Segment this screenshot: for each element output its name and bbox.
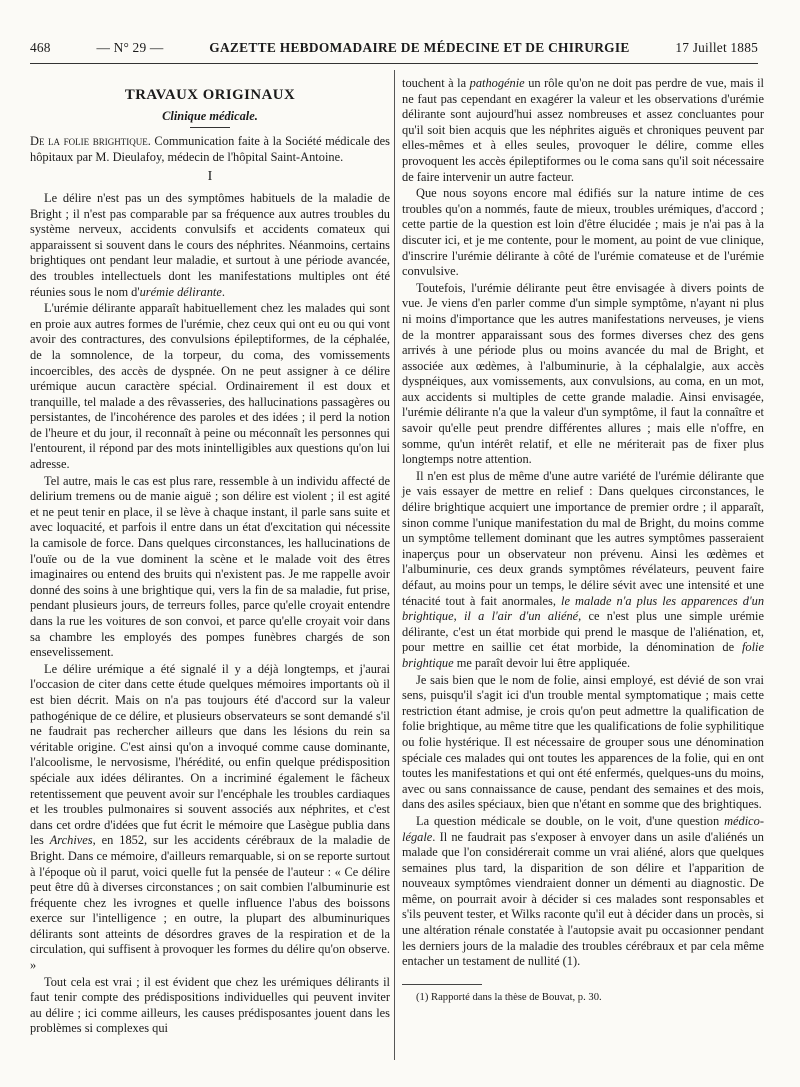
italic-text: urémie délirante [139, 284, 222, 299]
issue-number: — N° 29 — [96, 40, 164, 55]
paragraph-text: Je sais bien que le nom de folie, ainsi employé, est dévié de son vrai sens, puisqu'il s'agit ici d'un trouble mental symptomatique ; mais cette restriction étant admise, je crois qu'on peut admettre la qualification de folie brightique, au même titre que les qualifications de folie syphilitique ou folie hystérique. Il est nécessaire de grouper sous une dénomination spéciale ces malades qui ont toutes les apparences de la folie, qui en ont toutes les manifestations et qui ont été enfermés, quelques-uns du moins, avec ou sans connaissance de cause, pendant des semaines et des mois, dans des asiles spéciaux, bien que n'étant en somme que des brightiques. [402, 672, 764, 812]
footnote-rule [402, 984, 482, 985]
paragraph-text: Que nous soyons encore mal édifiés sur la nature intime de ces troubles qu'on a nommés, faute de mieux, troubles urémiques, d'accord ; cette partie de la question est loin d'être élucidée ; mais je n'ai pas à la discuter ici, et je me contente, pour le moment, au point de vue clinique, d'inscrire l'urémie délirante à côté de l'urémie comateuse et de l'urémie convulsive. [402, 186, 764, 279]
paragraph [30, 191, 390, 300]
column-rule [394, 70, 395, 1060]
paragraph-text: Il n'en est plus de même d'une autre variété de l'urémie délirante que je vais essayer de mettre en relief : Dans quelques circonstances, le délire brightique acquiert une importance de premier ordre ; il apparaît, sinon comme l'unique manifestation du mal de Bright, du moins comme un symptôme tellement dominant que les autres symptômes passeraient inaperçus pour un observateur non prévenu. Ainsi les œdèmes et l'albuminurie, ces deux grands symptômes révélateurs, peuvent faire défaut, au moins pour un temps, le délire sévit avec une intensité et une ténacité tout à fait anormales, [402, 468, 764, 608]
paragraph-text: Tel autre, mais le cas est plus rare, ressemble à un individu affecté de delirium tremens ou de manie aiguë ; son délire est violent ; il est agité et ne peut tenir en place, il se lève à chaque instant, il parle sans suite et avec loquacité, et parfois il entre dans un état d'excitation qui nécessite la camisole de force. Dans quelques circonstances, les hallucinations de l'ouïe ou de la vue dominent la scène et le malade voit des êtres imaginaires ou entend des bruits qui n'existent pas. Je me rappelle avoir donné des soins à une brightique qui, vers la fin de sa maladie, fut prise, pendant plusieurs jours, de terreurs folles, parce qu'elle croyait entendre dans la rue les voitures de son convoi, et parce qu'elle croyait voir dans sa chambre les employés des pompes funèbres chargés de son ensevelissement. [30, 473, 390, 660]
issue-date: 17 Juillet 1885 [675, 40, 758, 55]
section-subtitle: Clinique médicale. [162, 108, 258, 123]
paragraph-text: touchent à la [402, 76, 470, 90]
italic-text: le malade n'a plus les apparences d'un brightique, il a l'air d'un aliéné [402, 593, 765, 624]
right-column [402, 76, 764, 1004]
article-byline: Communication faite à la Société médicale des hôpitaux par M. Dieulafoy, médecin de l'hôpital Saint-Antoine. [30, 134, 390, 164]
paragraph-text: Toutefois, l'urémie délirante peut être envisagée à divers points de vue. Je viens d'en parler comme d'un simple symptôme, n'ayant ni plus ni moins d'importance que les autres manifestations nerveuses, je viens de la montrer apparaissant sous des formes diverses chez des gens arrivés à une période plus ou moins avancée du mal de Bright, et associée aux œdèmes, à l'albuminurie, à la céphalalgie, aux accès dyspnéiques, aux vomissements, aux convulsions, au coma, en un mot, aux accidents si multiples de cette grande maladie. Ainsi envisagée, l'urémie délirante n'a que la valeur d'un symptôme, il faut la connaître et savoir qu'elle peut prendre différentes allures ; mais elle n'offre, en somme, qu'un intérêt relatif, et elle ne mériterait pas de fixer plus longtemps notre attention. [402, 280, 764, 467]
paragraph-text: , ce n'est plus une simple urémie délirante, c'est un état morbide qui prend le masque de l'aliénation, et, pour mettre en saillie cet état morbide, la dénomination de [402, 609, 764, 655]
left-body [30, 191, 390, 1037]
italic-text: médico-légale [402, 813, 764, 844]
paragraph [402, 673, 764, 813]
page-number: 468 [30, 40, 51, 55]
paragraph-text: Le délire urémique a été signalé il y a déjà longtemps, et j'aurai l'occasion de citer dans cette étude quelques mémoires importants où il est bien décrit. Mais on n'a pas toujours été d'accord sur la valeur pathogénique de ce délire, et plusieurs observateurs se sont demandé s'il ne faudrait pas rechercher ailleurs que dans les lésions du rein sa véritable origine. C'est ainsi qu'on a invoqué comme cause dominante, l'alcoolisme, le nervosisme, l'hérédité, ou enfin quelque prédisposition spéciale aux idées délirantes. On a incriminé également le fâcheux retentissement que peuvent avoir sur l'encéphale les troubles cardiaques et les troubles pulmonaires si souvent associés aux néphrites, et c'est dans cet ordre d'idées que fut écrit le mémoire que Lasègue publia dans les [30, 661, 390, 848]
paragraph [30, 474, 390, 661]
paragraph-text: Le délire n'est pas un des symptômes habituels de la maladie de Bright ; il n'est pas comparable par sa fréquence aux autres troubles du système nerveux, accidents convulsifs et accidents comateux qui apparaissent si souvent dans le cours des néphrites. Néanmoins, certains brightiques ont pendant leur maladie, et surtout à une période avancée, des troubles intellectuels dont les manifestations multiples ont été réunies sous le nom d' [30, 190, 390, 299]
paragraph-text: L'urémie délirante apparaît habituellement chez les malades qui sont en proie aux autres formes de l'urémie, chez ceux qui ont eu ou qui vont avoir des contractures, des convulsions épileptiformes, de la céphalée, de la somnolence, de la torpeur, du coma, des vomissements incoercibles, des accès de dyspnée. On ne peut assigner à ce délire urémique aucun caractère spécial. Ordinairement il est doux et tranquille, tel malade a des rêvasseries, des hallucinations passagères ou persistantes, de l'incohérence des paroles et des idées ; il perd la notion de l'heure et du jour, il reconnaît à peine ou méconnaît les personnes qui l'entourent, il répond par des mots inintelligibles aux questions qu'on lui adresse. [30, 301, 390, 472]
italic-text: pathogénie [469, 76, 525, 90]
paragraph [30, 662, 390, 974]
paragraph [30, 975, 390, 1037]
paragraph-text: Tout cela est vrai ; il est évident que chez les urémiques délirants il faut tenir compte des prédispositions individuelles qui peuvent inviter au délire ; ici comme ailleurs, les causes prédisposantes jouent dans les problèmes si complexes qui [30, 974, 390, 1036]
paragraph-text: . Il ne faudrait pas s'exposer à envoyer dans un asile d'aliénés un malade que l'on considérerait comme un vrai aliéné, alors que quelques semaines plus tard, la disparition de son délire et l'apparition de nouveaux symptômes viendraient donner un démenti au diagnostic. De même, on pourrait avoir à décider si ces malades sont responsables et s'ils peuvent tester, et Wilks raconte qu'il eut à décider dans un procès, si une altération rénale constatée à l'autopsie avait pu occasionner pendant les derniers jours de la maladie des troubles cérébraux et par cela même entacher un testament de nullité (1). [402, 829, 764, 969]
part-number: I [207, 169, 213, 185]
paragraph [30, 301, 390, 473]
paragraph [402, 281, 764, 468]
article-heading [30, 134, 390, 165]
section-title: TRAVAUX ORIGINAUX [124, 87, 296, 103]
footnote: (1) Rapporté dans la thèse de Bouvat, p. 30. [416, 991, 602, 1003]
paragraph-text: La question médicale se double, on le voit, d'une question [416, 813, 725, 828]
header-rule [30, 63, 758, 64]
paragraph [402, 76, 764, 185]
article-title: De la folie brightique. [30, 134, 151, 149]
paragraph-text: , en 1852, sur les accidents cérébraux de la maladie de Bright. Dans ce mémoire, d'ailleurs remarquable, si on se reporte surtout à l'époque où il parut, voici quelle fut la pensée de l'auteur : « Ce délire peut être dû à diverses circonstances ; on sait combien l'albuminurie est fréquente chez les ivrognes et quelle influence l'abus des boissons exerce sur l'intelligence ; en outre, la plupart des albuminuriques délirants sont atteints de désordres graves de la respiration et de la circulation, qui suffisent à provoquer les formes du délire qu'on observe. » [30, 833, 390, 973]
italic-text: folie brightique [402, 640, 764, 670]
subtitle-rule [190, 127, 230, 128]
paragraph [402, 186, 764, 280]
paragraph-text: un rôle qu'on ne doit pas perdre de vue, mais il ne faut pas cependant en exagérer la valeur et les observations d'urémie délirante sont aujourd'hui assez nombreuses et assez concluantes pour qu'il soit bien acquis que les néphrites aiguës et chroniques peuvent par elles-mêmes et à elles seules, provoquer le délire, comme elles provoquent les accès épileptiformes ou le coma sans qu'il soit nécessaire de faire intervenir un autre facteur. [402, 76, 764, 184]
paragraph [402, 469, 764, 672]
right-body [402, 76, 764, 970]
italic-text: Archives [49, 833, 93, 848]
paragraph [402, 814, 764, 970]
paragraph-text: me paraît devoir lui être appliquée. [453, 655, 631, 670]
running-head [30, 40, 758, 60]
journal-title: GAZETTE HEBDOMADAIRE DE MÉDECINE ET DE CHIRURGIE [209, 40, 630, 55]
paragraph-text: . [221, 284, 225, 299]
left-column [30, 70, 390, 1037]
